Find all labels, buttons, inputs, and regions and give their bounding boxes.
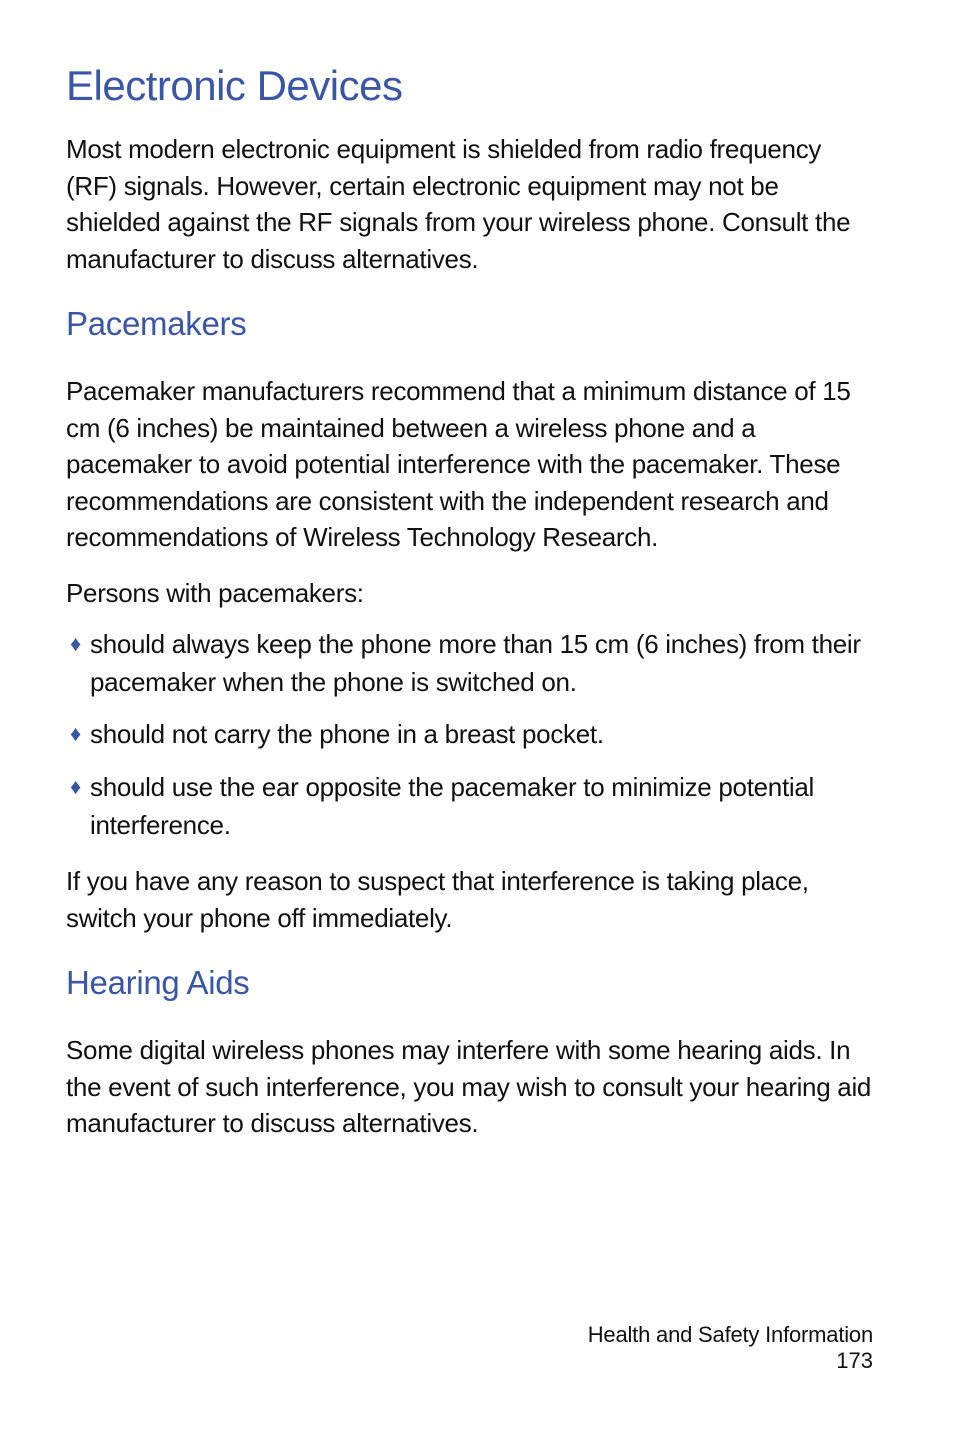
hearing-aids-paragraph: Some digital wireless phones may interfere with some hearing aids. In the event of such interference, you may wish to consult your hearing aid manufacturer to discuss alternatives. <box>66 1035 872 1138</box>
pacemakers-list-intro: Persons with pacemakers: <box>66 578 364 608</box>
footer-chapter: Health and Safety Information <box>587 1322 873 1347</box>
list-item <box>70 625 880 701</box>
footer-page-number: 173 <box>836 1348 873 1373</box>
diamond-bullet-icon: ♦ <box>70 721 81 746</box>
pacemakers-heading: Pacemakers <box>66 305 247 342</box>
list-item-text: should always keep the phone more than 15 cm (6 inches) from their pacemaker when the phone is switched on. <box>90 629 861 697</box>
list-item <box>70 768 880 844</box>
page-title: Electronic Devices <box>66 62 403 109</box>
list-item-text: should not carry the phone in a breast pocket. <box>90 719 604 749</box>
diamond-bullet-icon: ♦ <box>70 631 81 656</box>
intro-paragraph: Most modern electronic equipment is shielded from radio frequency (RF) signals. However, certain electronic equipment may not be shielded against the RF signals from your wireless phone. Consult the manufacturer to discuss alternatives. <box>66 134 851 274</box>
pacemakers-closing: If you have any reason to suspect that interference is taking place, switch your phone off immediately. <box>66 866 809 933</box>
list-item <box>70 715 880 753</box>
hearing-aids-heading: Hearing Aids <box>66 964 250 1001</box>
list-item-text: should use the ear opposite the pacemaker to minimize potential interference. <box>90 772 814 840</box>
pacemakers-paragraph: Pacemaker manufacturers recommend that a minimum distance of 15 cm (6 inches) be maintained between a wireless phone and a pacemaker to avoid potential interference with the pacemaker. These recommendations are consistent with the independent research and recommendations of Wireless Technology Research. <box>66 376 851 552</box>
diamond-bullet-icon: ♦ <box>70 774 81 799</box>
